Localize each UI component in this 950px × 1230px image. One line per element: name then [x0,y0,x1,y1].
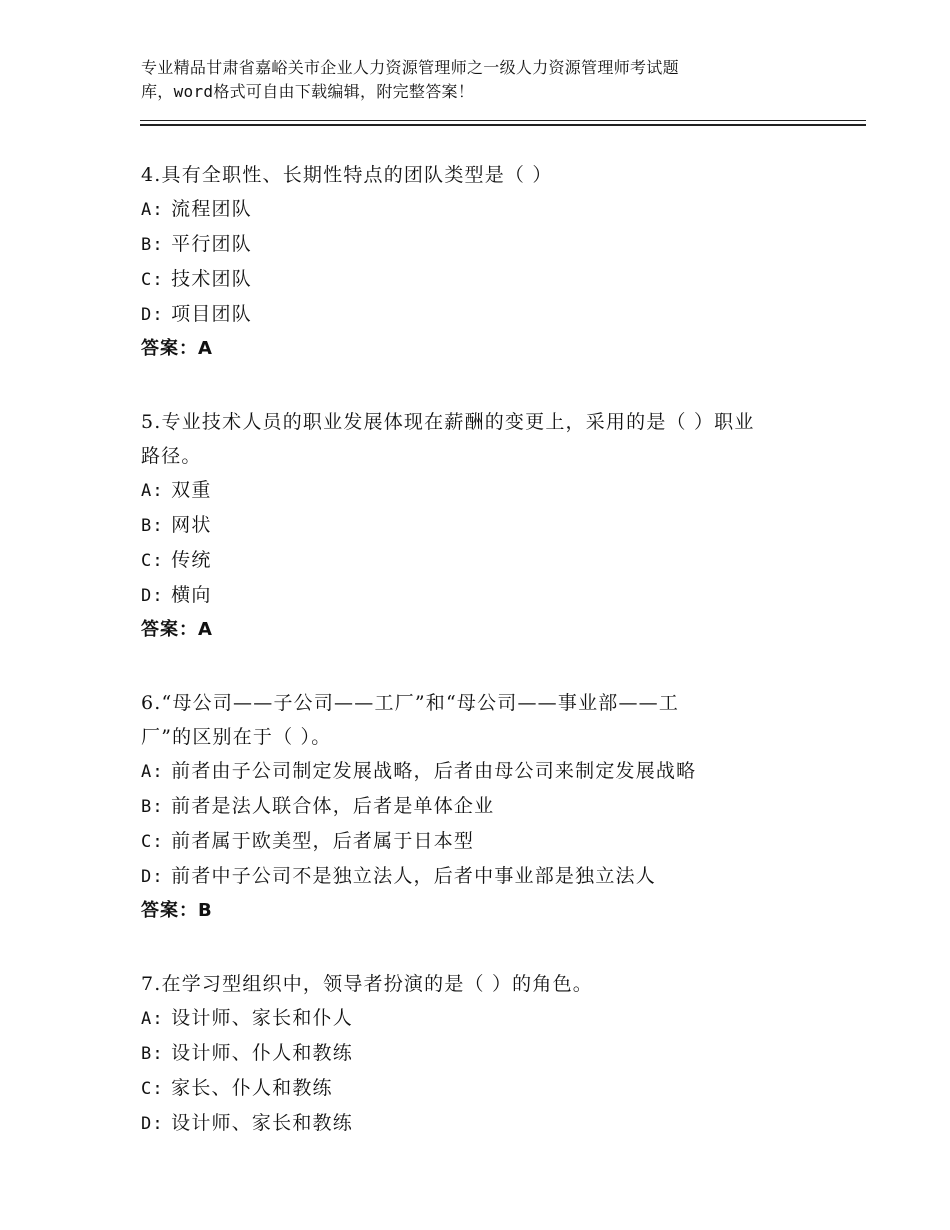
option-item [141,754,841,789]
option-item [141,227,841,262]
answer-text: 答案：B [141,900,213,921]
option-text: 传统 [171,549,212,571]
option-item [141,262,841,297]
option-key: A: [141,481,164,501]
option-key: A: [141,200,164,220]
question-text: 7.在学习型组织中，领导者扮演的是（ ）的角色。 [141,973,593,995]
header-divider-bottom [140,124,866,126]
option-text: 前者由子公司制定发展战略，后者由母公司来制定发展战略 [171,760,697,782]
option-text: 平行团队 [171,233,252,255]
option-item [141,859,841,894]
question-text: 路径。 [141,445,202,467]
option-text: 双重 [171,479,212,501]
option-key: C: [141,832,164,852]
answer-text: 答案：A [141,619,213,640]
option-text: 技术团队 [171,268,252,290]
header-line-1: 专业精品甘肃省嘉峪关市企业人力资源管理师之一级人力资源管理师考试题 [141,58,679,77]
option-item [141,578,841,613]
option-text: 前者属于欧美型，后者属于日本型 [171,830,475,852]
option-item [141,297,841,332]
option-text: 前者中子公司不是独立法人，后者中事业部是独立法人 [171,865,656,887]
question-text: 6.“母公司——子公司——工厂”和“母公司——事业部——工 [141,692,680,714]
document-header [141,56,841,104]
question-block [141,158,841,366]
option-key: A: [141,1009,164,1029]
option-key: C: [141,1079,164,1099]
option-key: B: [141,797,164,817]
option-key: D: [141,867,164,887]
question-text: 4.具有全职性、长期性特点的团队类型是（ ） [141,164,553,186]
option-text: 设计师、仆人和教练 [171,1042,353,1064]
option-key: C: [141,270,164,290]
option-item [141,1071,841,1106]
option-key: B: [141,235,164,255]
option-text: 项目团队 [171,303,252,325]
answer-text: 答案：A [141,338,213,359]
option-item [141,1001,841,1036]
question-block [141,686,841,928]
option-key: A: [141,762,164,782]
option-item [141,473,841,508]
option-item [141,789,841,824]
question-block [141,405,841,647]
option-item [141,192,841,227]
option-text: 设计师、家长和仆人 [171,1007,353,1029]
option-text: 流程团队 [171,198,252,220]
question-block [141,967,841,1141]
option-item [141,543,841,578]
option-text: 设计师、家长和教练 [171,1112,353,1134]
option-key: D: [141,586,164,606]
header-line-2: 库，word格式可自由下载编辑，附完整答案！ [141,82,475,101]
option-text: 家长、仆人和教练 [171,1077,333,1099]
option-text: 前者是法人联合体，后者是单体企业 [171,795,495,817]
option-text: 网状 [171,514,212,536]
option-key: D: [141,305,164,325]
option-key: C: [141,551,164,571]
option-key: D: [141,1114,164,1134]
option-key: B: [141,516,164,536]
option-text: 横向 [171,584,212,606]
question-text: 厂”的区别在于（ ）。 [141,726,332,748]
option-item [141,508,841,543]
option-item [141,1036,841,1071]
option-item [141,1106,841,1141]
option-item [141,824,841,859]
question-list [141,158,841,1180]
header-divider-top [140,120,866,121]
option-key: B: [141,1044,164,1064]
question-text: 5.专业技术人员的职业发展体现在薪酬的变更上，采用的是（ ）职业 [141,411,755,433]
